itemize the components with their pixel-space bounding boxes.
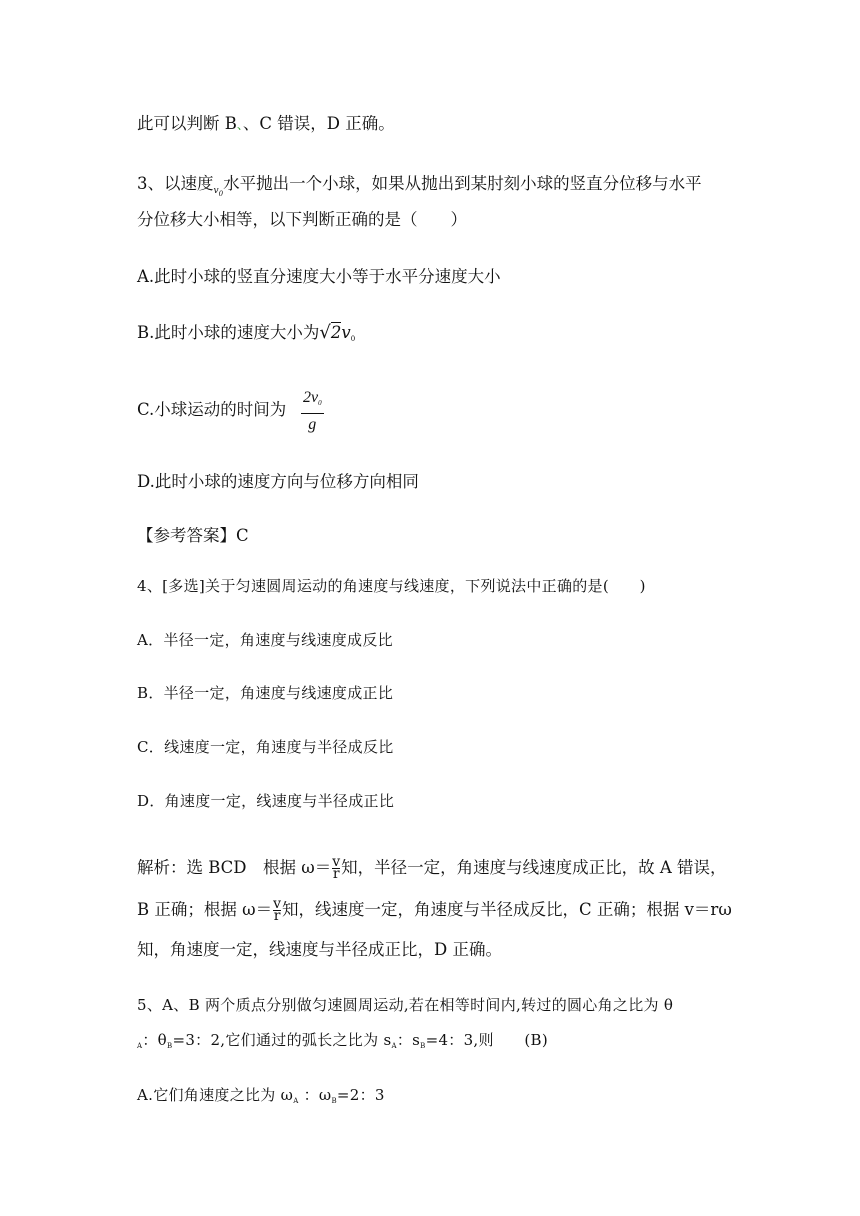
q3-stem-a: 3、以速度	[137, 174, 214, 193]
q5-option-a	[137, 1083, 385, 1113]
q4-analysis-line2	[137, 898, 732, 922]
q5-opt-a-sub-b: B	[331, 1097, 337, 1105]
v-over-r-fraction-2	[273, 896, 281, 924]
analysis-1a: 解析：选 BCD 根据 ω＝	[137, 858, 332, 877]
q5-sub-b: B	[167, 1042, 173, 1050]
sqrt-symbol: √	[319, 322, 331, 343]
q3-option-b-sub: 0	[350, 335, 356, 343]
q5-sub-a-2: A	[391, 1042, 397, 1050]
frac-num-2: v	[273, 896, 281, 912]
v-over-r-fraction	[332, 854, 341, 882]
q5-stem-2a: ：θ	[142, 1031, 167, 1049]
q5-sub-a: A	[137, 1042, 143, 1050]
q5-opt-a-1: A.它们角速度之比为 ω	[137, 1086, 294, 1104]
q5-opt-a-2: ：ω	[298, 1086, 332, 1104]
q4-option-d: D．角速度一定，线速度与半径成正比	[137, 792, 395, 810]
q5-stem-2c: ：s	[396, 1031, 421, 1049]
q4-option-c: C．线速度一定，角速度与半径成反比	[137, 738, 394, 756]
q3-v0-sub: 0	[218, 190, 224, 199]
q4-stem: 4、[多选]关于匀速圆周运动的角速度与线速度，下列说法中正确的是( )	[137, 577, 646, 595]
q3-option-c-fraction	[301, 388, 324, 436]
q3-option-a: A.此时小球的竖直分速度大小等于水平分速度大小	[137, 267, 501, 286]
q4-analysis-line3: 知，角速度一定，线速度与半径成正比，D 正确。	[137, 940, 502, 959]
q5-opt-a-3: =2：3	[336, 1086, 385, 1104]
q5-stem-2b: =3：2,它们通过的弧长之比为 s	[172, 1031, 392, 1049]
conclusion-text-b: 、C 错误，D 正确。	[242, 114, 395, 133]
q5-stem-line1: 5、A、B 两个质点分别做匀速圆周运动,若在相等时间内,转过的圆心角之比为 θ	[137, 996, 674, 1014]
q4-option-a: A．半径一定，角速度与线速度成反比	[137, 631, 393, 649]
frac-num: v	[332, 854, 341, 870]
q3-answer: 【参考答案】C	[137, 526, 249, 545]
frac-den-2: r	[273, 908, 281, 924]
fraction-numerator	[301, 388, 324, 414]
q3-option-b-radicand: 2	[330, 323, 342, 342]
q3-option-b-v: v	[341, 323, 351, 342]
fraction-denominator: g	[308, 416, 317, 433]
q3-option-c: C.小球运动的时间为	[137, 400, 287, 419]
q3-option-b	[137, 321, 355, 351]
green-mark: 、	[236, 118, 243, 132]
fraction-num-sub: 0	[318, 399, 322, 407]
q5-stem-2d: =4：3,则 (B)	[425, 1031, 549, 1049]
q4-analysis-line1	[137, 856, 727, 880]
analysis-2a: B 正确；根据 ω＝	[137, 900, 273, 919]
q3-v0-v: v	[213, 186, 219, 197]
q3-stem-b: 水平抛出一个小球，如果从抛出到某肘刻小球的竖直分位移与水平	[223, 174, 702, 193]
q3-option-b-text: B.此时小球的速度大小为	[137, 323, 320, 342]
fraction-num-text: 2v	[303, 389, 319, 406]
analysis-2b: 知，线速度一定，角速度与半径成反比，C 正确；根据 v＝rω	[282, 900, 732, 919]
q5-stem-line2	[137, 1028, 548, 1058]
q5-sub-b-2: B	[420, 1042, 426, 1050]
analysis-1b: 知，半径一定，角速度与线速度成正比，故 A 错误，	[341, 858, 727, 877]
q3-stem-line2: 分位移大小相等，以下判断正确的是（ ）	[137, 210, 467, 229]
q3-option-d: D.此时小球的速度方向与位移方向相同	[137, 472, 419, 491]
frac-den: r	[332, 866, 340, 882]
q5-opt-a-sub-a: A	[293, 1097, 299, 1105]
q3-v0	[213, 186, 224, 199]
paragraph-conclusion	[137, 112, 395, 137]
q4-option-b: B．半径一定，角速度与线速度成正比	[137, 684, 394, 702]
q3-stem-line1	[137, 172, 702, 206]
conclusion-text-a: 此可以判断 B	[137, 114, 237, 133]
